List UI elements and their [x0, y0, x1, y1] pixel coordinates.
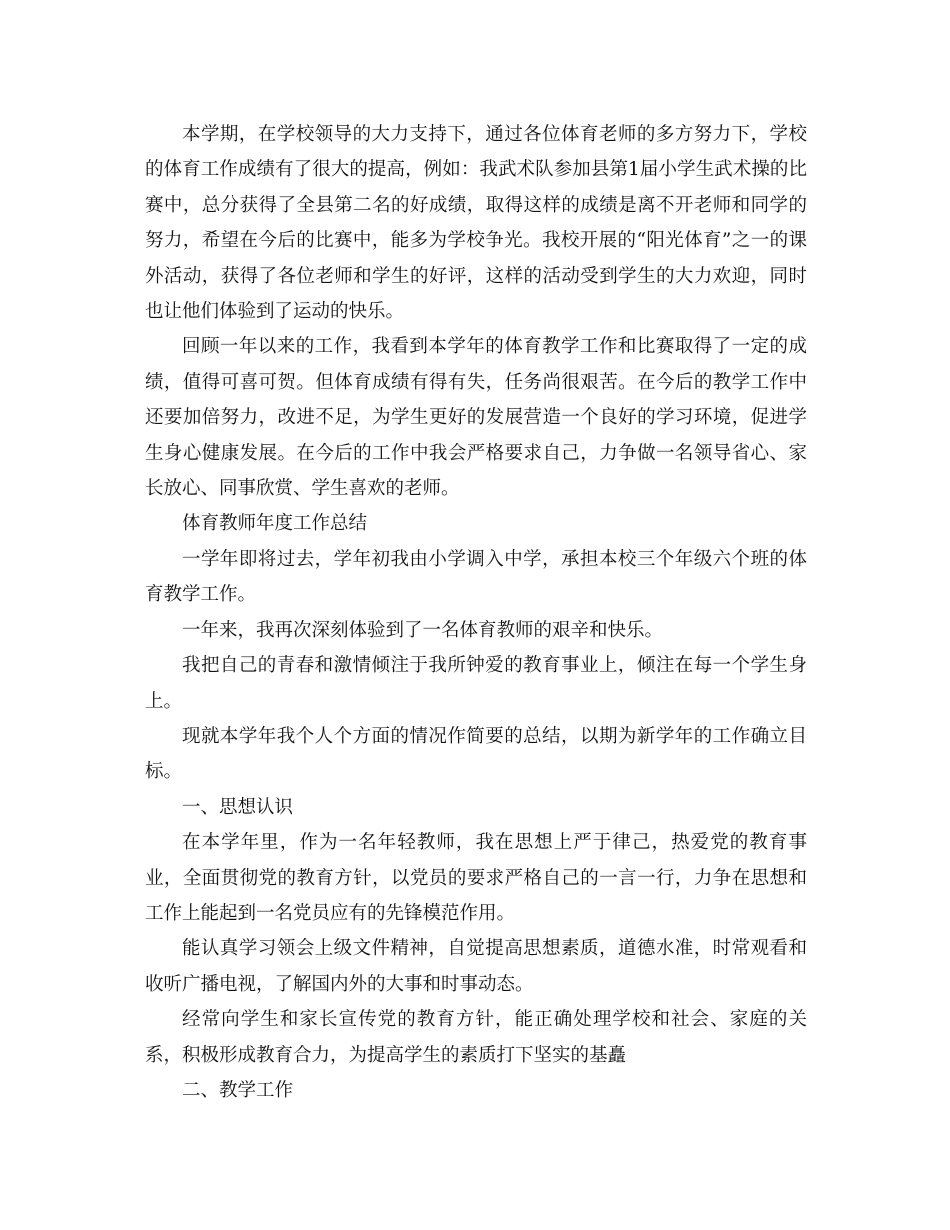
section-heading: 二、教学工作: [182, 1079, 294, 1101]
paragraph: 本学期，在学校领导的大力支持下，通过各位体育老师的多方努力下，学校的体育工作成绩有了很大的提高，例如：我武术队参加县第1届小学生武术操的比赛中，总分获得了全县第二名的好成绩，取得这样的成绩是离不开老师和同学的努力，希望在今后的比赛中，能多为学校争光。我校开展的“阳光体育”之一的课外活动，获得了各位老师和学生的好评，这样的活动受到学生的大力欢迎，同时也让他们体验到了运动的快乐。: [145, 124, 807, 323]
paragraph: 经常向学生和家长宣传党的教育方针，能正确处理学校和社会、家庭的关系，积极形成教育合力，为提高学生的素质打下坚实的基矗: [145, 1009, 807, 1066]
section-title: 体育教师年度工作总结: [182, 513, 368, 535]
paragraph: 回顾一年以来的工作，我看到本学年的体育教学工作和比赛取得了一定的成绩，值得可喜可贺。但体育成绩有得有失，任务尚很艰苦。在今后的教学工作中还要加倍努力，改进不足，为学生更好的发展营造一个良好的学习环境，促进学生身心健康发展。在今后的工作中我会严格要求自己，力争做一名领导省心、家长放心、同事欣赏、学生喜欢的老师。: [145, 336, 807, 500]
paragraph: 一学年即将过去，学年初我由小学调入中学，承担本校三个年级六个班的体育教学工作。: [145, 548, 807, 606]
paragraph: 能认真学习领会上级文件精神，自觉提高思想素质，道德水准，时常观看和收听广播电视，了解国内外的大事和时事动态。: [145, 938, 807, 995]
paragraph: 我把自己的青春和激情倾注于我所钟爱的教育事业上，倾注在每一个学生身上。: [145, 655, 807, 712]
paragraph: 现就本学年我个人个方面的情况作简要的总结，以期为新学年的工作确立目标。: [145, 725, 807, 783]
paragraph: 一年来，我再次深刻体验到了一名体育教师的艰辛和快乐。: [182, 619, 664, 641]
document-body: [145, 117, 807, 1108]
paragraph: 在本学年里，作为一名年轻教师，我在思想上严于律己，热爱党的教育事业，全面贯彻党的教育方针，以党员的要求严格自己的一言一行，力争在思想和工作上能起到一名党员应有的先锋模范作用。: [145, 832, 807, 924]
section-heading: 一、思想认识: [182, 796, 294, 818]
